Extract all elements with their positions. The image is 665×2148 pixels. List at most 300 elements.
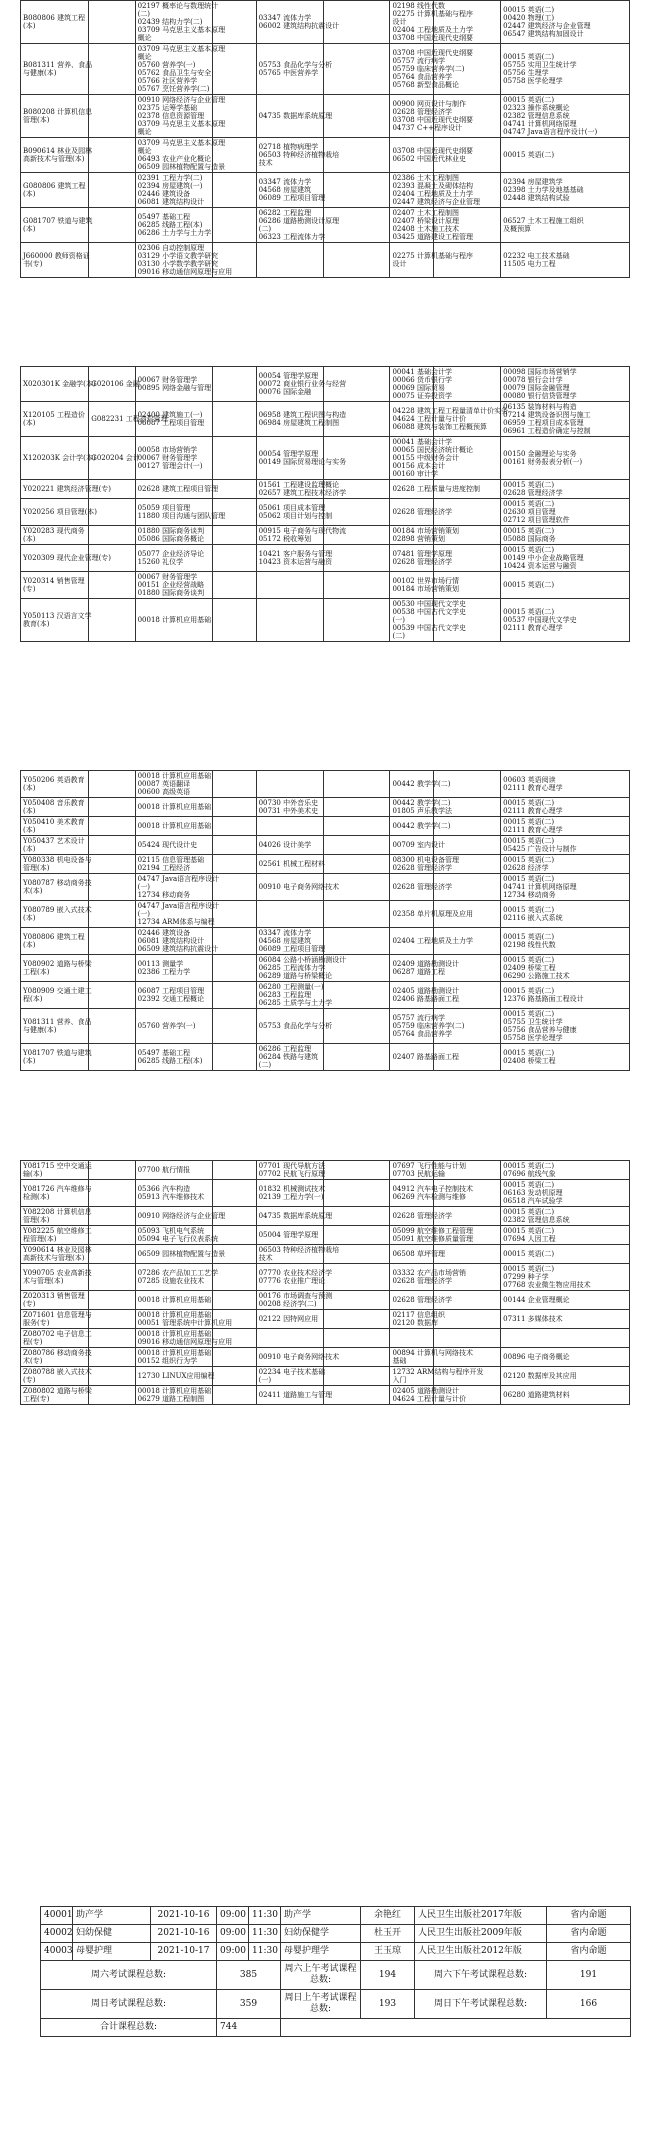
cell-sat-pm bbox=[256, 1180, 326, 1207]
course-line: (本) bbox=[23, 914, 36, 922]
schedule-row bbox=[21, 599, 630, 642]
course-line: 00051 管理系统中计算机应用 bbox=[137, 1319, 233, 1327]
cell-sun-pm bbox=[501, 836, 630, 855]
cell-gap-b bbox=[323, 95, 390, 138]
course-line: (二) bbox=[137, 10, 151, 18]
course-line: 06509 园林植物配置与造景 bbox=[137, 1250, 226, 1258]
totals-row-saturday bbox=[41, 1961, 631, 1990]
course-line: 06959 工程项目成本管理 bbox=[503, 419, 584, 427]
cell-gap-a bbox=[212, 1264, 256, 1291]
cell-sat-pm bbox=[256, 243, 323, 278]
cell-sat-am bbox=[135, 955, 212, 982]
course-line: 00910 电子商务网络技术 bbox=[258, 883, 340, 891]
course-line: 06290 公路施工技术 bbox=[503, 972, 570, 980]
schedule-row bbox=[21, 95, 630, 138]
cell-gap-c bbox=[434, 243, 501, 278]
course-line: 02323 操作系统概论 bbox=[503, 104, 570, 112]
cell-sun-pm bbox=[501, 572, 630, 599]
course-line: 10424 资本运营与融资 bbox=[503, 562, 577, 570]
cell-sun-am bbox=[390, 855, 459, 874]
cell-gap-a bbox=[212, 928, 256, 955]
cell-sun-pm bbox=[501, 138, 630, 173]
course-line: 00915 电子商务与现代物流 bbox=[258, 527, 347, 535]
course-line: 输(本) bbox=[23, 1170, 43, 1178]
sat-am-label: 周六上午考试课程总数: bbox=[281, 1961, 361, 1990]
cell-major bbox=[21, 1, 89, 44]
course-line: 02628 管理经济学 bbox=[392, 108, 452, 116]
course-line: 高新技术与管理(本) bbox=[23, 155, 85, 163]
course-line: 03708 中国近现代史纲要 bbox=[392, 116, 473, 124]
publisher: 人民卫生出版社2012年版 bbox=[415, 1943, 547, 1961]
schedule-row bbox=[21, 1310, 630, 1329]
cell-sun-am bbox=[390, 955, 459, 982]
course-line: 00080 银行信贷管理学 bbox=[503, 392, 577, 400]
cell-gap-a bbox=[212, 817, 256, 836]
course-line: (专) bbox=[23, 1376, 36, 1384]
course-line: 02630 项目管理 bbox=[503, 508, 556, 516]
cell-sun-am bbox=[390, 982, 459, 1009]
course-line: 00102 世界市场行情 bbox=[392, 577, 459, 585]
sat-pm-value: 191 bbox=[547, 1961, 631, 1990]
course-line: 02198 线性代数 bbox=[392, 2, 445, 10]
cell-gap-b bbox=[323, 1291, 390, 1310]
course-line: 04026 设计美学 bbox=[258, 841, 312, 849]
course-line: 06547 建筑结构加固设计 bbox=[503, 30, 584, 38]
cell-sun-pm bbox=[501, 208, 630, 243]
cell-sun-pm bbox=[501, 480, 630, 499]
course-line: 00015 英语(二) bbox=[503, 546, 555, 554]
cell-gap-b bbox=[323, 208, 390, 243]
course-line: G020204 会计 bbox=[91, 454, 140, 462]
course-line: 02628 管理经济学 bbox=[392, 558, 452, 566]
cell-sat-am bbox=[135, 836, 212, 855]
course-line: 05756 食品营养与健康 bbox=[503, 1026, 577, 1034]
schedule-row bbox=[21, 402, 630, 437]
course-line: 00018 计算机应用基础 bbox=[137, 772, 212, 780]
course-line: Y082208 计算机信息 bbox=[23, 1208, 92, 1216]
cell-gap-b bbox=[323, 173, 390, 208]
course-line: 00184 市场营销策划 bbox=[392, 585, 459, 593]
sun-total-label: 周日考试课程总数: bbox=[41, 1990, 217, 2019]
course-line: 06089 工程项目管理 bbox=[258, 945, 326, 953]
cell-gap-b bbox=[323, 1009, 390, 1044]
cell-school bbox=[89, 855, 135, 874]
course-line: 05757 流行病学 bbox=[392, 57, 445, 65]
cell-major bbox=[21, 599, 92, 642]
schedule-row bbox=[21, 173, 630, 208]
course-line: 05765 中医营养学 bbox=[258, 69, 319, 77]
cell-sat-am bbox=[135, 1348, 212, 1367]
course-line: Z071601 信息管理与 bbox=[23, 1311, 92, 1319]
course-line: 07700 航行情报 bbox=[137, 1166, 191, 1174]
cell-sun-am bbox=[390, 1386, 466, 1405]
cell-sat-pm bbox=[256, 1009, 333, 1044]
cell-gap-a bbox=[212, 402, 256, 437]
cell-sun-am bbox=[390, 1009, 465, 1044]
course-line: Y081715 空中交通运 bbox=[23, 1162, 92, 1170]
course-line: 02358 单片机原理及应用 bbox=[392, 910, 473, 918]
author: 杜玉开 bbox=[361, 1925, 415, 1943]
cell-sat-pm bbox=[256, 771, 323, 798]
cell-sun-pm bbox=[501, 499, 630, 526]
cell-sat-am bbox=[135, 1161, 212, 1180]
course-line: 设计 bbox=[392, 260, 407, 268]
cell-gap-b bbox=[323, 1044, 390, 1071]
cell-gap-a bbox=[212, 1367, 256, 1386]
cell-sat-pm bbox=[256, 173, 326, 208]
cell-sat-am bbox=[135, 1386, 212, 1405]
course-line: 04568 房屋建筑 bbox=[258, 186, 312, 194]
course-line: Y081311 营养、食品 bbox=[23, 1018, 92, 1026]
course-line: 02392 交通工程概论 bbox=[137, 995, 205, 1003]
course-line: 05086 国际商务概论 bbox=[137, 535, 205, 543]
course-line: 术与管理(本) bbox=[23, 1277, 64, 1285]
course-line: 00018 计算机应用基础 bbox=[137, 616, 212, 624]
course-line: (本) bbox=[23, 1057, 36, 1065]
course-line: 06518 汽车试验学 bbox=[503, 1197, 563, 1205]
cell-sun-am bbox=[390, 1245, 445, 1264]
exam-date: 2021-10-17 bbox=[151, 1943, 217, 1961]
course-line: 03425 道路建设工程管理 bbox=[392, 233, 473, 241]
course-line: 02628 工程质量与进度控制 bbox=[392, 485, 480, 493]
course-line: 03129 小学语文教学研究 bbox=[137, 252, 219, 260]
start-time: 09:00 bbox=[217, 1925, 249, 1943]
course-line: (本) bbox=[23, 826, 36, 834]
cell-gap-a bbox=[212, 437, 256, 480]
cell-sat-pm bbox=[256, 855, 326, 874]
course-line: 00600 高级英语 bbox=[137, 788, 191, 796]
course-line: 02448 建筑结构试验 bbox=[503, 194, 570, 202]
course-line: 05753 食品化学与分析 bbox=[258, 1022, 333, 1030]
cell-sun-pm bbox=[501, 955, 630, 982]
cell-sun-pm bbox=[501, 928, 630, 955]
cell-school bbox=[89, 1386, 135, 1405]
cell-major bbox=[21, 208, 93, 243]
course-line: 00015 英语(二) bbox=[503, 6, 555, 14]
cell-sat-am bbox=[135, 480, 219, 499]
cell-sun-am bbox=[390, 572, 459, 599]
cell-gap-a bbox=[212, 855, 256, 874]
course-line: X120203K 会计学(本) bbox=[23, 454, 96, 462]
course-line: 及概预算 bbox=[503, 225, 532, 233]
cell-school bbox=[89, 44, 135, 95]
course-line: 高新技术与管理(本) bbox=[23, 1254, 85, 1262]
cell-sun-am bbox=[390, 526, 459, 545]
course-line: 12734 ARM体系与编程 bbox=[137, 918, 215, 926]
course-line: 00149 国际贸易理论与实务 bbox=[258, 458, 347, 466]
cell-sat-am bbox=[135, 243, 233, 278]
cell-gap-a bbox=[212, 1226, 256, 1245]
cell-gap-a bbox=[212, 526, 256, 545]
course-line: 00442 教学学(二) bbox=[392, 822, 451, 830]
cell-school bbox=[89, 208, 135, 243]
cell-sun-pm bbox=[501, 798, 630, 817]
cell-gap-b bbox=[323, 1367, 390, 1386]
course-line: 06527 土木工程施工组织 bbox=[503, 217, 584, 225]
course-line: 06984 房屋建筑工程制图 bbox=[258, 419, 340, 427]
course-line: 02718 植物病理学 bbox=[258, 143, 319, 151]
course-line: 02628 建筑工程项目管理 bbox=[137, 485, 219, 493]
course-line: Y080787 移动商务技 bbox=[23, 879, 92, 887]
cell-sun-am bbox=[390, 545, 452, 572]
exam-type: 省内命题 bbox=[547, 1907, 631, 1925]
exam-row bbox=[41, 1925, 631, 1943]
course-line: 02375 运筹学基础 bbox=[137, 104, 198, 112]
course-line: 00896 电子商务概论 bbox=[503, 1353, 570, 1361]
course-line: 02404 工程地质及土力学 bbox=[392, 26, 473, 34]
course-line: 06508 草坪管理 bbox=[392, 1250, 445, 1258]
cell-gap-b bbox=[323, 928, 390, 955]
course-line: 07286 农产品加工工艺学 bbox=[137, 1269, 219, 1277]
course-line: 04568 房屋建筑 bbox=[258, 937, 312, 945]
course-line: 02411 道路施工与管理 bbox=[258, 1391, 333, 1399]
cell-sat-pm bbox=[256, 367, 347, 402]
course-line: 术(专) bbox=[23, 1357, 43, 1365]
course-line: 02407 桥梁设计原理 bbox=[392, 217, 459, 225]
cell-sun-pm bbox=[501, 855, 630, 874]
course-line: 02393 混凝土及砌体结构 bbox=[392, 182, 473, 190]
course-line: 05424 现代设计史 bbox=[137, 841, 198, 849]
course-line: 06081 建筑结构设计 bbox=[137, 198, 205, 206]
cell-sun-pm bbox=[501, 1329, 630, 1348]
course-line: 06084 公路小桥涵勘测设计 bbox=[258, 956, 347, 964]
cell-sun-pm bbox=[501, 1226, 630, 1245]
course-line: Y081707 铁道与建筑 bbox=[23, 1049, 92, 1057]
course-line: 02386 工程力学 bbox=[137, 968, 191, 976]
course-line: 02628 经济学 bbox=[503, 864, 549, 872]
course-line: 与健康(本) bbox=[23, 1026, 57, 1034]
cell-major bbox=[21, 1264, 92, 1291]
cell-school bbox=[89, 95, 135, 138]
course-line: 02628 管理经济学 bbox=[392, 508, 452, 516]
cell-major bbox=[21, 402, 89, 437]
cell-sun-am bbox=[390, 1291, 452, 1310]
cell-gap-b bbox=[323, 771, 390, 798]
course-line: 技术 bbox=[258, 159, 273, 167]
course-line: 02382 管理信息系统 bbox=[503, 1216, 570, 1224]
schedule-row bbox=[21, 901, 630, 928]
course-line: 06002 建筑结构抗震设计 bbox=[258, 22, 340, 30]
course-line: 06285 土质学与土力学 bbox=[258, 999, 333, 1007]
course-line: Y080789 嵌入式技术 bbox=[23, 906, 92, 914]
course-line: G081707 铁道与建筑 bbox=[23, 217, 93, 225]
course-line: Y020283 现代商务 bbox=[23, 527, 85, 535]
course-line: 03709 马克思主义基本原理 bbox=[137, 45, 226, 53]
course-line: 02234 电子技术基础 bbox=[258, 1368, 326, 1376]
cell-sun-pm bbox=[501, 437, 630, 480]
course-line: 05758 医学伦理学 bbox=[503, 1034, 563, 1042]
course-line: 管理(本) bbox=[23, 864, 50, 872]
exam-type: 省内命题 bbox=[547, 1943, 631, 1961]
cell-gap-b bbox=[323, 1207, 390, 1226]
cell-sat-pm bbox=[256, 437, 347, 480]
course-line: 02120 数据库及其应用 bbox=[503, 1372, 577, 1380]
course-line: 与健康(本) bbox=[23, 69, 57, 77]
course-line: 概论 bbox=[137, 147, 152, 155]
course-line: 15260 礼仪学 bbox=[137, 558, 184, 566]
cell-sun-pm bbox=[501, 874, 630, 901]
cell-sat-am bbox=[135, 499, 226, 526]
course-line: 01561 工程建设监理概论 bbox=[258, 481, 340, 489]
course-line: Z080702 电子信息工 bbox=[23, 1330, 92, 1338]
course-line: 02111 教育心理学 bbox=[503, 784, 563, 792]
cell-major bbox=[21, 1329, 92, 1348]
course-line: 00015 英语(二) bbox=[503, 1162, 555, 1170]
course-line: 00075 证券投资学 bbox=[392, 392, 452, 400]
cell-school bbox=[89, 982, 135, 1009]
cell-school bbox=[89, 1367, 135, 1386]
course-line: 12376 路基路面工程设计 bbox=[503, 995, 584, 1003]
schedule-row bbox=[21, 243, 630, 278]
course-line: 05366 汽车构造 bbox=[137, 1185, 191, 1193]
cell-school bbox=[89, 1348, 135, 1367]
cell-gap-a bbox=[212, 955, 256, 982]
course-line: 02628 管理经济学 bbox=[503, 489, 563, 497]
course-line: 设计 bbox=[392, 18, 407, 26]
cell-sat-pm bbox=[256, 545, 333, 572]
course-line: 02628 管理经济学 bbox=[392, 1277, 452, 1285]
course-line: 07696 航线气象 bbox=[503, 1170, 556, 1178]
exam-date: 2021-10-16 bbox=[151, 1907, 217, 1925]
course-line: 00015 英语(二) bbox=[503, 1181, 555, 1189]
cell-school bbox=[89, 1310, 135, 1329]
course-line: 03708 中国近现代史纲要 bbox=[392, 147, 473, 155]
cell-gap-b bbox=[323, 1310, 390, 1329]
course-line: 06286 道路勘测设计原理 bbox=[258, 217, 340, 225]
cell-gap-a bbox=[212, 771, 256, 798]
course-code: 40001 bbox=[41, 1907, 73, 1925]
sun-total-value: 359 bbox=[217, 1990, 281, 2019]
cell-sat-am bbox=[135, 771, 212, 798]
course-line: 05764 食品营养学 bbox=[392, 1030, 452, 1038]
cell-sun-pm bbox=[501, 1348, 630, 1367]
cell-sun-am bbox=[390, 138, 473, 173]
cell-major bbox=[21, 1044, 92, 1071]
cell-sat-am bbox=[135, 402, 212, 437]
course-line: 09016 移动通信网原理与应用 bbox=[137, 268, 233, 276]
course-line: B090614 林业及园林 bbox=[23, 147, 93, 155]
course-line: 00072 商业银行业务与经营 bbox=[258, 380, 347, 388]
schedule-row bbox=[21, 208, 630, 243]
course-line: 02122 因特网应用 bbox=[258, 1315, 319, 1323]
cell-school bbox=[89, 1264, 135, 1291]
cell-school bbox=[89, 1161, 135, 1180]
course-line: 01832 机械测试技术 bbox=[258, 1185, 326, 1193]
cell-sun-am bbox=[390, 1180, 473, 1207]
course-line: 06286 土力学与土力学 bbox=[137, 229, 212, 237]
course-line: Y080338 机电设备与 bbox=[23, 856, 92, 864]
course-line: 管理(本) bbox=[23, 116, 50, 124]
course-line: 10421 客户服务与管理 bbox=[258, 550, 333, 558]
cell-sun-pm bbox=[501, 1161, 630, 1180]
course-line: G082231 工程造价管理 bbox=[91, 415, 168, 423]
cell-sat-pm bbox=[256, 874, 340, 901]
cell-gap-b bbox=[323, 1226, 390, 1245]
course-line: 00015 英语(二) bbox=[503, 500, 555, 508]
schedule-row bbox=[21, 798, 630, 817]
cell-major bbox=[21, 173, 89, 208]
course-line: 05755 卫生统计学 bbox=[503, 1018, 563, 1026]
cell-gap-b bbox=[323, 855, 390, 874]
cell-gap-a bbox=[212, 798, 256, 817]
cell-sun-am bbox=[390, 817, 451, 836]
sat-am-value: 194 bbox=[361, 1961, 415, 1990]
course-line: 03347 流体力学 bbox=[258, 178, 312, 186]
course-line: 程管理(本) bbox=[23, 1235, 57, 1243]
course-line: 04747 Java语言程序设计(一) bbox=[503, 128, 598, 136]
cell-sat-am bbox=[135, 982, 212, 1009]
course-line: 06087 工程项目管理 bbox=[137, 987, 205, 995]
course-line: 03709 马克思主义基本原理 bbox=[137, 120, 226, 128]
course-line: (一) bbox=[137, 883, 151, 891]
course-line: 12734 移动商务 bbox=[137, 891, 191, 899]
course-line: Y082225 航空维修工 bbox=[23, 1227, 92, 1235]
cell-sun-pm bbox=[501, 901, 630, 928]
cell-sat-pm bbox=[256, 817, 323, 836]
cell-gap-a bbox=[212, 836, 256, 855]
course-line: 02197 概率论与数理统计 bbox=[137, 2, 219, 10]
course-line: 06502 中国近代林业史 bbox=[392, 155, 466, 163]
cell-sat-pm bbox=[256, 1264, 333, 1291]
end-time: 11:30 bbox=[249, 1925, 281, 1943]
cell-sat-pm bbox=[256, 1207, 333, 1226]
cell-gap-b bbox=[323, 1264, 390, 1291]
cell-sun-am bbox=[390, 173, 480, 208]
cell-gap-b bbox=[323, 545, 390, 572]
cell-sun-pm bbox=[501, 771, 630, 798]
cell-sat-am bbox=[135, 545, 212, 572]
grand-total-blank bbox=[281, 2019, 631, 2037]
cell-sat-pm bbox=[256, 928, 326, 955]
course-line: 04747 Java语言程序设计 bbox=[137, 875, 220, 883]
course-line: 06287 道路工程 bbox=[392, 968, 445, 976]
cell-sat-am bbox=[135, 1226, 219, 1245]
course-line: 00730 中外音乐史 bbox=[258, 799, 319, 807]
course-line: 00015 英语(二) bbox=[503, 527, 555, 535]
cell-major bbox=[21, 1386, 92, 1405]
cell-sat-am bbox=[135, 1245, 226, 1264]
sun-am-label: 周日上午考试课程总数: bbox=[281, 1990, 361, 2019]
course-line: 00420 物理(工) bbox=[503, 14, 555, 22]
cell-sat-am bbox=[135, 855, 212, 874]
cell-sat-am bbox=[135, 928, 219, 955]
course-line: 02407 路基路面工程 bbox=[392, 1053, 459, 1061]
cell-school bbox=[89, 1009, 135, 1044]
schedule-row bbox=[21, 771, 630, 798]
course-line: 06503 特种经济植物栽培 bbox=[258, 1246, 340, 1254]
course-line: 05172 税收筹划 bbox=[258, 535, 312, 543]
cell-sat-am bbox=[135, 572, 212, 599]
schedule-row bbox=[21, 1386, 630, 1405]
course-line: 06087 工程项目管理 bbox=[137, 419, 205, 427]
cell-major bbox=[21, 243, 89, 278]
cell-sat-am bbox=[135, 95, 226, 138]
cell-major bbox=[21, 480, 112, 499]
course-line: 00015 英语(二) bbox=[503, 837, 555, 845]
cell-major bbox=[21, 1009, 92, 1044]
cell-sat-pm bbox=[256, 1367, 326, 1386]
cell-major bbox=[21, 44, 93, 95]
cell-sun-am bbox=[390, 480, 480, 499]
course-line: 00442 教学学(二) bbox=[392, 780, 451, 788]
cell-school bbox=[89, 817, 135, 836]
cell-sat-pm bbox=[256, 836, 323, 855]
course-line: 05757 流行病学 bbox=[392, 1014, 445, 1022]
cell-sat-am bbox=[135, 599, 212, 642]
course-line: 00069 国际贸易 bbox=[392, 384, 445, 392]
cell-sun-am bbox=[390, 243, 473, 278]
cell-major bbox=[21, 1348, 92, 1367]
